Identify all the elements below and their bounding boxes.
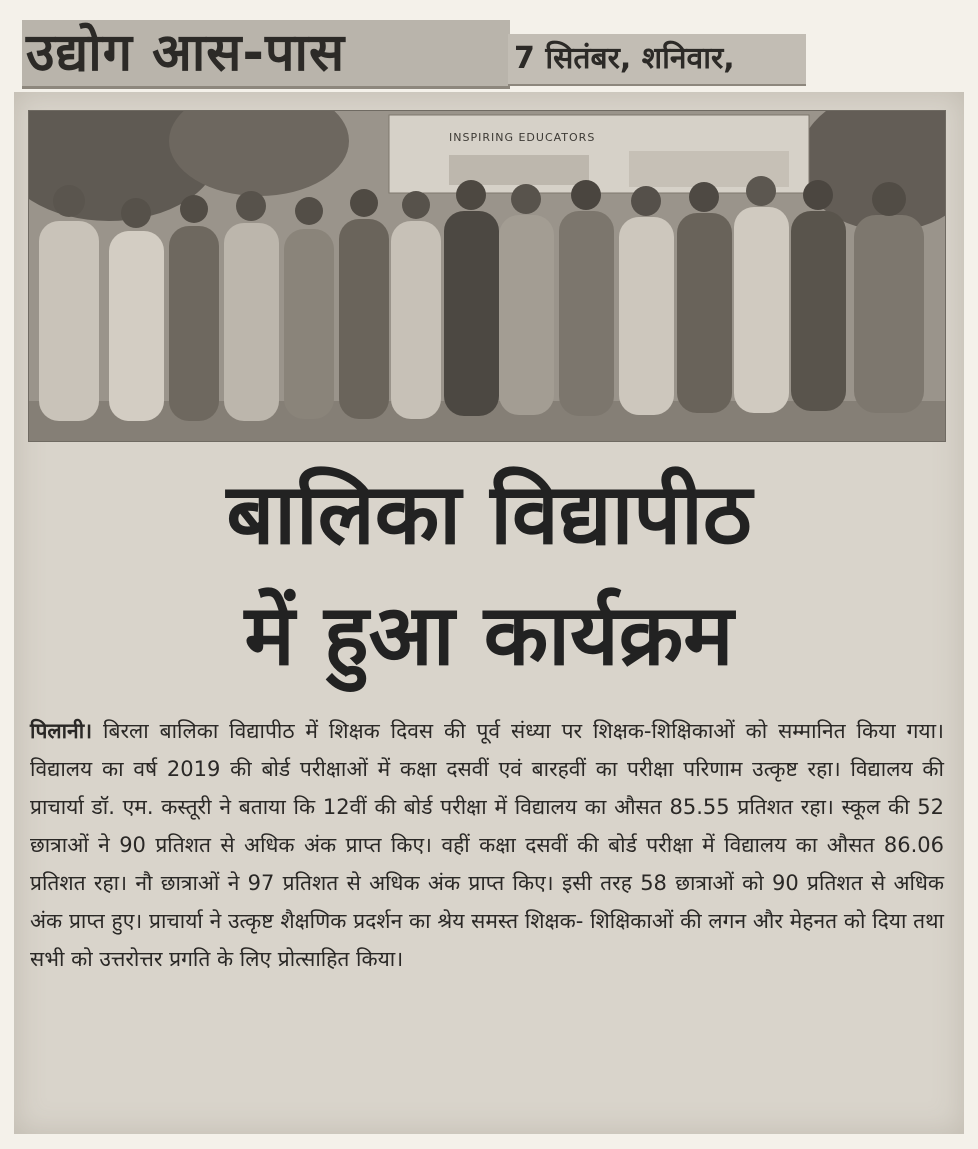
headline-line-1: बालिका विद्यापीठ	[226, 465, 752, 563]
group-photo-image	[29, 111, 945, 441]
article-dateline: पिलानी।	[30, 719, 93, 743]
article-body	[30, 712, 944, 978]
publication-date: 7 सितंबर, शनिवार,	[514, 41, 735, 76]
headline-line-2: में हुआ कार्यक्रम	[244, 586, 734, 684]
section-title: उद्योग आस-पास	[26, 23, 346, 83]
banner-text: INSPIRING EDUCATORS	[449, 131, 596, 144]
group-photo	[28, 110, 946, 442]
article-text: बिरला बालिका विद्यापीठ में शिक्षक दिवस की पूर्व संध्या पर शिक्षक-शिक्षिकाओं को सम्मानित किया गया। विद्यालय का वर्ष 2019 की बोर्ड परीक्षाओं में कक्षा दसवीं एवं बारहवीं का परीक्षा परिणाम उत्कृष्ट रहा। विद्यालय की प्राचार्या डॉ. एम. कस्तूरी ने बताया कि 12वीं की बोर्ड परीक्षा में विद्यालय का औसत 85.55 प्रतिशत रहा। स्कूल की 52 छात्राओं ने 90 प्रतिशत से अधिक अंक प्राप्त किए। वहीं कक्षा दसवीं की बोर्ड परीक्षा में विद्यालय का औसत 86.06 प्रतिशत रहा। नौ छात्राओं ने 97 प्रतिशत से अधिक अंक प्राप्त किए। इसी तरह 58 छात्राओं को 90 प्रतिशत से अधिक अंक प्राप्त हुए। प्राचार्या ने उत्कृष्ट शैक्षणिक प्रदर्शन का श्रेय समस्त शिक्षक- शिक्षिकाओं की लगन और मेहनत को दिया तथा सभी को उत्तरोत्तर प्रगति के लिए प्रोत्साहित किया।	[30, 719, 944, 971]
